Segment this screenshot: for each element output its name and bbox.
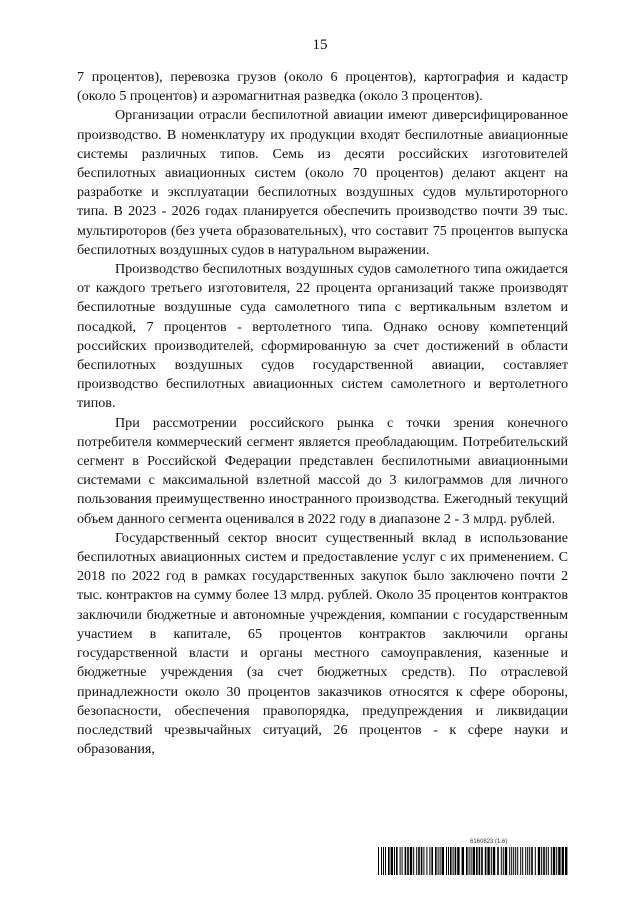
body-text [77, 68, 568, 759]
document-code: 6160823 (1.6) [470, 839, 508, 845]
paragraph: Государственный сектор вносит существенный вклад в использование беспилотных авиационных систем и предоставление услуг с их применением. С 2018 по 2022 год в рамках государственных закупок было заключено почти 2 тыс. контрактов на сумму более 13 млрд. рублей. Около 35 процентов контрактов заключили бюджетные и автономные учреждения, компании с государственным участием в капитале, 65 процентов контрактов заключили органы государственной власти и органы местного самоуправления, казенные и бюджетные учреждения (за счет бюджетных средств). По отраслевой принадлежности около 30 процентов заказчиков относятся к сфере обороны, безопасности, обеспечения правопорядка, предупреждения и ликвидации последствий чрезвычайных ситуаций, 26 процентов - к сфере науки и образования, [77, 529, 568, 758]
page-number: 15 [312, 37, 328, 53]
paragraph: 7 процентов), перевозка грузов (около 6 процентов), картография и кадастр (около 5 процентов) и аэромагнитная разведка (около 3 процентов). [77, 69, 568, 105]
barcode-icon [378, 847, 568, 875]
paragraph: Производство беспилотных воздушных судов самолетного типа ожидается от каждого третьего изготовителя, 22 процента организаций также производят беспилотные воздушные суда самолетного типа с вертикальным взлетом и посадкой, 7 процентов - вертолетного типа. Однако основу компетенций российских производителей, сформированную за счет достижений в области беспилотных воздушных судов государственной авиации, составляет производство беспилотных авиационных систем самолетного и вертолетного типов. [77, 261, 568, 412]
paragraph: Организации отрасли беспилотной авиации имеют диверсифицированное производство. В номенклатуру их продукции входят беспилотные авиационные системы различных типов. Семь из десяти российских изготовителей беспилотных авиационных систем (около 70 процентов) делают акцент на разработке и эксплуатации беспилотных воздушных судов мультироторного типа. В 2023 - 2026 годах планируется обеспечить производство почти 39 тыс. мультироторов (без учета образовательных), что составит 75 процентов выпуска беспилотных воздушных судов в натуральном выражении. [77, 107, 568, 258]
paragraph: При рассмотрении российского рынка с точки зрения конечного потребителя коммерческий сегмент является преобладающим. Потребительский сегмент в Российской Федерации представлен беспилотными авиационными системами с максимальной взлетной массой до 3 килограммов для личного пользования преимущественно иностранного производства. Ежегодный текущий объем данного сегмента оценивался в 2022 году в диапазоне 2 - 3 млрд. рублей. [77, 414, 568, 527]
